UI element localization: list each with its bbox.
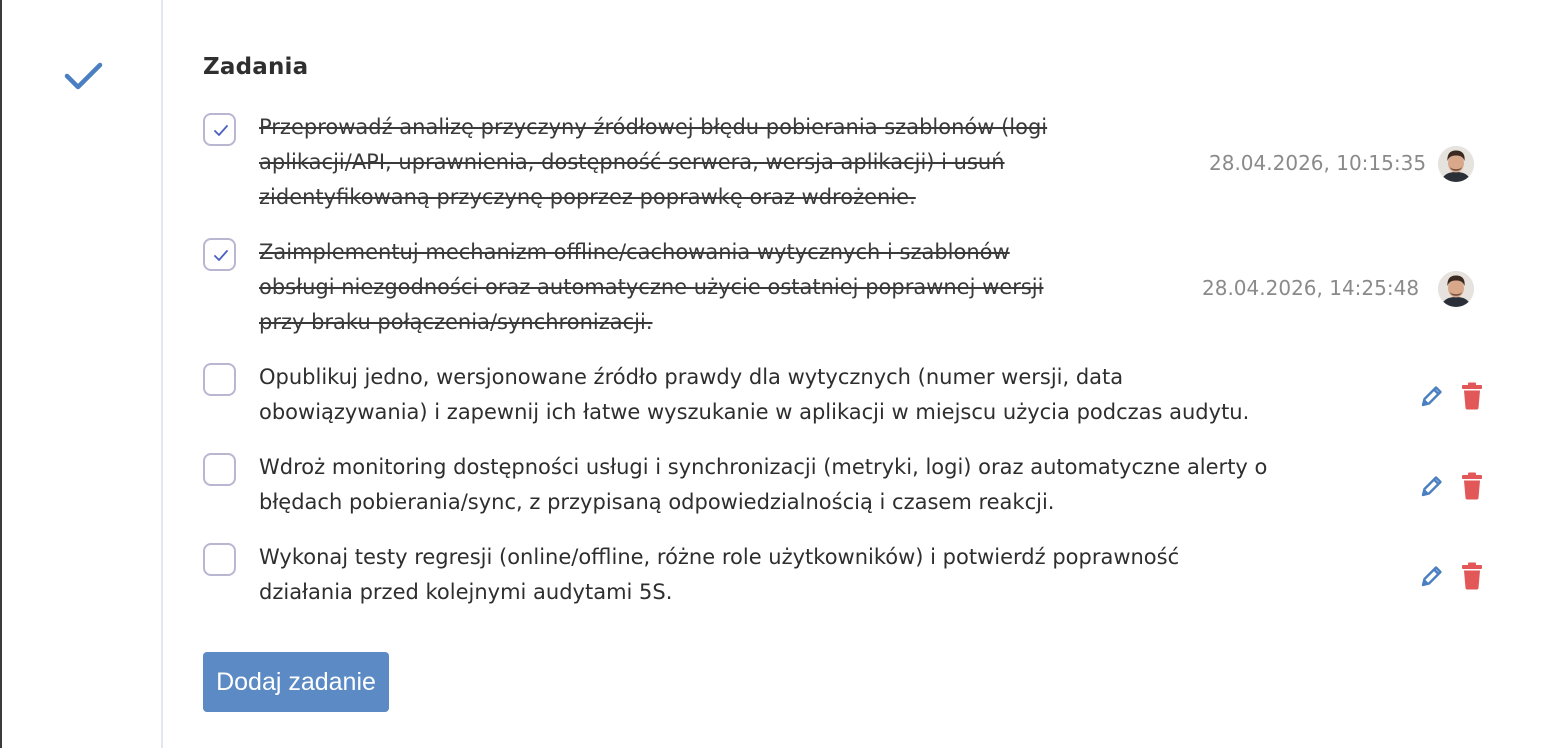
task-text-line: błędach pobierania/sync, z przypisaną odpowiedzialnością i czasem reakcji. (259, 490, 1055, 514)
avatar (1438, 146, 1474, 182)
task-text-line: obowiązywania) i zapewnij ich łatwe wyszukanie w aplikacji w miejscu użycia podczas audytu. (259, 400, 1250, 424)
task-text-line: przy braku połączenia/synchronizacji. (259, 310, 653, 334)
trash-icon[interactable] (1460, 562, 1486, 590)
task-item (203, 453, 1503, 523)
task-text-line: Zaimplementuj mechanizm offline/cachowania wytycznych i szablonów (259, 240, 1010, 264)
task-text (259, 450, 1267, 520)
pencil-icon[interactable] (1419, 563, 1445, 591)
task-text-line: działania przed kolejnymi audytami 5S. (259, 580, 673, 604)
task-text (259, 110, 1047, 215)
trash-icon[interactable] (1460, 472, 1486, 500)
completed-timestamp: 28.04.2026, 10:15:35 (1209, 151, 1427, 175)
task-item (203, 363, 1503, 433)
status-rail (2, 0, 161, 748)
task-item (203, 238, 1503, 343)
task-text-line: Przeprowadź analizę przyczyny źródłowej błędu pobierania szablonów (logi (259, 115, 1048, 139)
check-icon (213, 124, 229, 137)
task-item (203, 113, 1503, 218)
task-checkbox[interactable] (203, 453, 236, 486)
task-text-line: Wykonaj testy regresji (online/offline, różne role użytkowników) i potwierdź poprawność (259, 545, 1180, 569)
section-title: Zadania (203, 54, 309, 80)
task-checkbox[interactable] (203, 363, 236, 396)
check-icon (213, 249, 229, 262)
task-text (259, 360, 1249, 430)
trash-icon[interactable] (1460, 382, 1486, 410)
task-checkbox[interactable] (203, 238, 236, 271)
task-text-line: aplikacji/API, uprawnienia, dostępność serwera, wersja aplikacji) i usuń (259, 150, 1005, 174)
task-text-line: obsługi niezgodności oraz automatyczne użycie ostatniej poprawnej wersji (259, 275, 1044, 299)
pencil-icon[interactable] (1419, 473, 1445, 501)
tasks-panel (163, 0, 1542, 748)
task-text-line: zidentyfikowaną przyczynę poprzez poprawkę oraz wdrożenie. (259, 185, 916, 209)
task-text (259, 235, 1043, 340)
completed-timestamp: 28.04.2026, 14:25:48 (1202, 276, 1420, 300)
checkmark-icon (64, 60, 104, 92)
task-checkbox[interactable] (203, 543, 236, 576)
task-text-line: Opublikuj jedno, wersjonowane źródło prawdy dla wytycznych (numer wersji, data (259, 365, 1124, 389)
add-task-button[interactable]: Dodaj zadanie (203, 652, 389, 712)
pencil-icon[interactable] (1419, 383, 1445, 411)
avatar (1438, 271, 1474, 307)
task-checkbox[interactable] (203, 113, 236, 146)
task-item (203, 543, 1503, 613)
task-text (259, 540, 1179, 610)
task-text-line: Wdroż monitoring dostępności usługi i synchronizacji (metryki, logi) oraz automatyczne alerty o (259, 455, 1268, 479)
